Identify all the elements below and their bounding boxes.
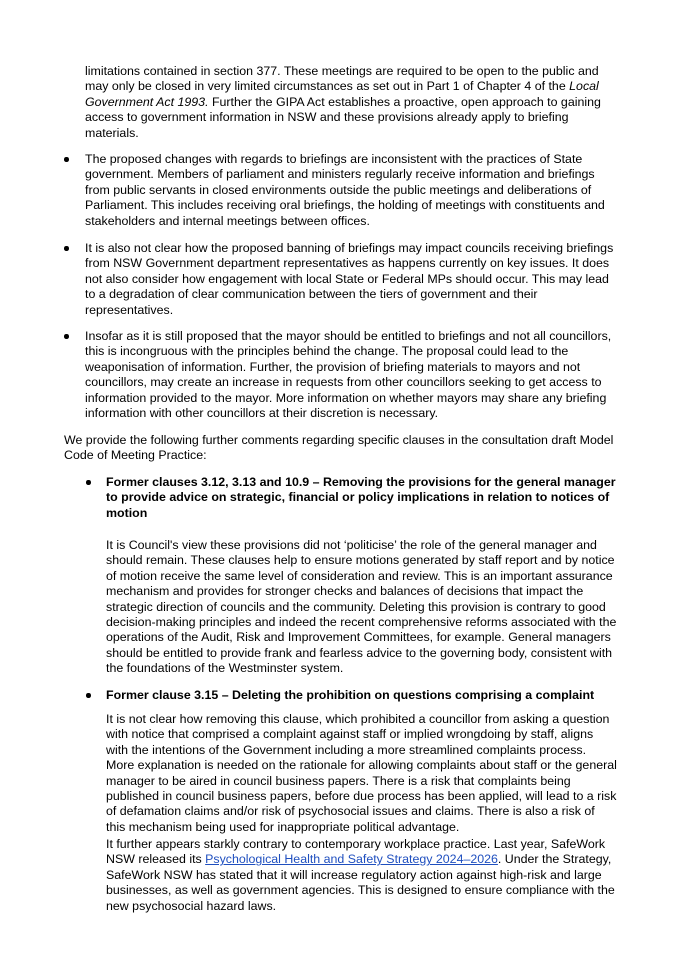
bullet-item: It is also not clear how the proposed banning of briefings may impact councils receiving briefings from NSW Government department representatives as happens currently on key issues. It does not also consider how engagement with local State or Federal MPs should occur. This may lead to a degradation of clear communication between the tiers of government and their representatives. bbox=[85, 241, 614, 317]
clause-heading: Former clause 3.15 – Deleting the prohibition on questions comprising a complaint bbox=[106, 688, 595, 702]
bullet-icon bbox=[64, 246, 72, 254]
clause-heading: Former clauses 3.12, 3.13 and 10.9 – Removing the provisions for the general manager to provide advice on strategic, financial or policy implications in relation to notices of motion bbox=[106, 475, 616, 520]
bullet-icon bbox=[64, 334, 72, 342]
intro-paragraph: We provide the following further comments regarding specific clauses in the consultation draft Model Code of Meeting Practice: bbox=[64, 433, 614, 463]
act-title-italic: Local Government Act 1993. bbox=[85, 79, 599, 109]
bullet-item: Insofar as it is still proposed that the mayor should be entitled to briefings and not all councillors, this is incongruous with the principles behind the change. The proposal could lead to the weaponisation of information. Further, the provision of briefing materials to mayors and not councillors, may create an increase in requests from other councillors seeking to get access to information provided to the mayor. More information on whether mayors may share any briefing information with other councillors at their discretion is necessary. bbox=[85, 329, 612, 421]
continued-paragraph bbox=[85, 64, 617, 141]
paragraph-text: limitations contained in section 377. These meetings are required to be open to the public and may only be closed in very limited circumstances as set out in Part 1 of Chapter 4 of the bbox=[85, 64, 599, 94]
bullet-icon bbox=[86, 480, 94, 488]
clause-paragraph: It is Council's view these provisions did not ‘politicise’ the role of the general manager and should remain. These clauses help to ensure motions generated by staff report and by notice of motion receive the same level of consideration and review. This is an important assurance mechanism and provides for stronger checks and balances of decisions that impact the strategic direction of councils and the community. Deleting this provision is contrary to good decision-making principles and indeed the recent comprehensive reforms associated with the operations of the Audit, Risk and Improvement Committees, for example. General managers should be entitled to provide frank and fearless advice to the governing body, consistent with the foundations of the Westminster system. bbox=[106, 538, 617, 676]
bullet-icon bbox=[86, 693, 94, 701]
clause-paragraph: It is not clear how removing this clause, which prohibited a councillor from asking a question with notice that comprised a complaint against staff or implied wrongdoing by staff, aligns with the intentions of the Government including a more streamlined complaints process. More explanation is needed on the rationale for allowing complaints about staff or the general manager to be aired in council business papers. There is a risk that complaints being published in council business papers, before due process has been applied, will lead to a risk of defamation claims and/or risk of psychosocial issues and claims. There is also a risk of this mechanism being used for inappropriate political advantage. bbox=[106, 712, 617, 834]
paragraph-text: Further the GIPA Act establishes a proactive, open approach to gaining access to government information in NSW and these provisions already apply to briefing materials. bbox=[85, 94, 601, 140]
paragraph-text: . Under the Strategy, SafeWork NSW has stated that it will increase regulatory action against high-risk and large businesses, as well as government agencies. This is designed to ensure compliance with the new psychosocial hazard laws. bbox=[106, 852, 615, 913]
paragraph-text: It further appears starkly contrary to contemporary workplace practice. Last year, SafeWork NSW released its bbox=[106, 837, 606, 867]
bullet-item: The proposed changes with regards to briefings are inconsistent with the practices of State government. Members of parliament and ministers regularly receive information and briefings from public servants in closed environments outside the public meetings and deliberations of Parliament. This includes receiving oral briefings, the holding of meetings with constituents and stakeholders and internal meetings between offices. bbox=[85, 152, 605, 228]
bullet-icon bbox=[64, 157, 72, 165]
strategy-link[interactable]: Psychological Health and Safety Strategy 2024–2026 bbox=[205, 852, 498, 867]
clause-paragraph bbox=[106, 837, 617, 914]
